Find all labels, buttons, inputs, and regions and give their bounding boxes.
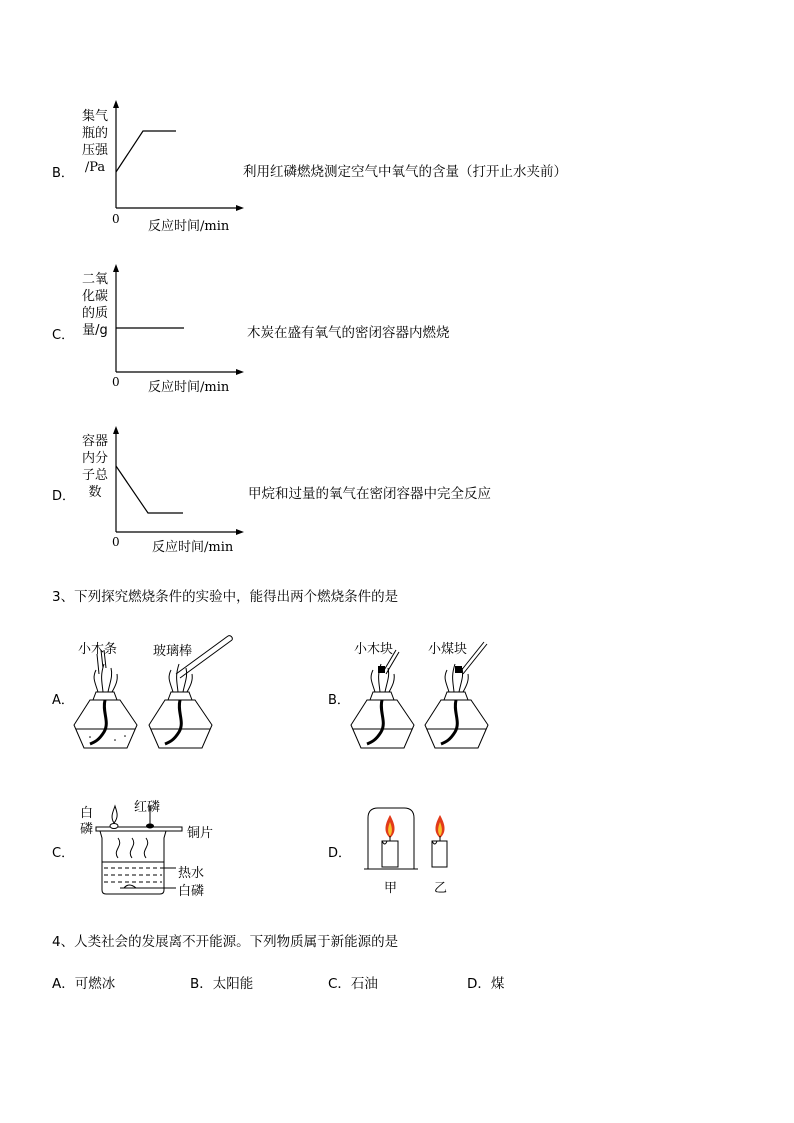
q4-option-c[interactable]: C．石油 [328, 976, 378, 992]
q3-option-c-label: C． [52, 846, 75, 861]
graph-c-xlabel: 反应时间/min [148, 380, 230, 395]
graph-c-description: 木炭在盛有氧气的密闭容器内燃烧 [247, 325, 450, 341]
red-phosphorus-label: 红磷 [134, 800, 161, 815]
question-4-text: 4、人类社会的发展离不开能源。下列物质属于新能源的是 [52, 934, 399, 950]
q4-option-a[interactable]: A．可燃冰 [52, 976, 116, 992]
candle-jia-label: 甲 [384, 881, 398, 896]
option-c-label: C． [52, 328, 75, 343]
graph-d-description: 甲烷和过量的氧气在密闭容器中完全反应 [248, 486, 491, 502]
white-phosphorus-top-label-1: 白 [80, 806, 94, 821]
white-phosphorus-top-label-2: 磷 [80, 822, 94, 837]
small-wood-stick-label: 小木条 [78, 642, 118, 657]
question-3-text: 3、下列探究燃烧条件的实验中，能得出两个燃烧条件的是 [52, 589, 399, 605]
graph-b-description: 利用红磷燃烧测定空气中氧气的含量（打开止水夹前） [243, 164, 567, 180]
q3-option-d-label: D． [328, 846, 352, 861]
option-b-label: B． [52, 166, 74, 181]
hot-water-label: 热水 [178, 866, 205, 881]
graph-c-ylabel: 二氧 化碳 的质 量/g [81, 272, 108, 338]
graph-b-origin: 0 [112, 212, 120, 226]
glass-rod-label: 玻璃棒 [153, 644, 193, 659]
graph-b-ylabel: 集气 瓶的 压强 /Pa [81, 109, 108, 175]
small-coal-block-label: 小煤块 [428, 642, 468, 657]
q3-option-b-label: B． [328, 693, 350, 708]
option-d-label: D． [52, 489, 76, 504]
candle-yi-label: 乙 [434, 881, 448, 896]
graph-d-xlabel: 反应时间/min [152, 540, 234, 555]
graph-d-origin: 0 [112, 535, 120, 549]
copper-sheet-label: 铜片 [187, 826, 214, 841]
q4-option-b[interactable]: B．太阳能 [190, 976, 254, 992]
q4-option-d[interactable]: D．煤 [467, 976, 505, 992]
graph-b-xlabel: 反应时间/min [148, 219, 230, 234]
small-wood-block-label: 小木块 [354, 642, 394, 657]
q3-option-a-label: A． [52, 693, 74, 708]
graph-c-origin: 0 [112, 375, 120, 389]
graph-d-ylabel: 容器 内分 子总 数 [81, 434, 108, 500]
white-phosphorus-bottom-label: 白磷 [178, 884, 205, 899]
